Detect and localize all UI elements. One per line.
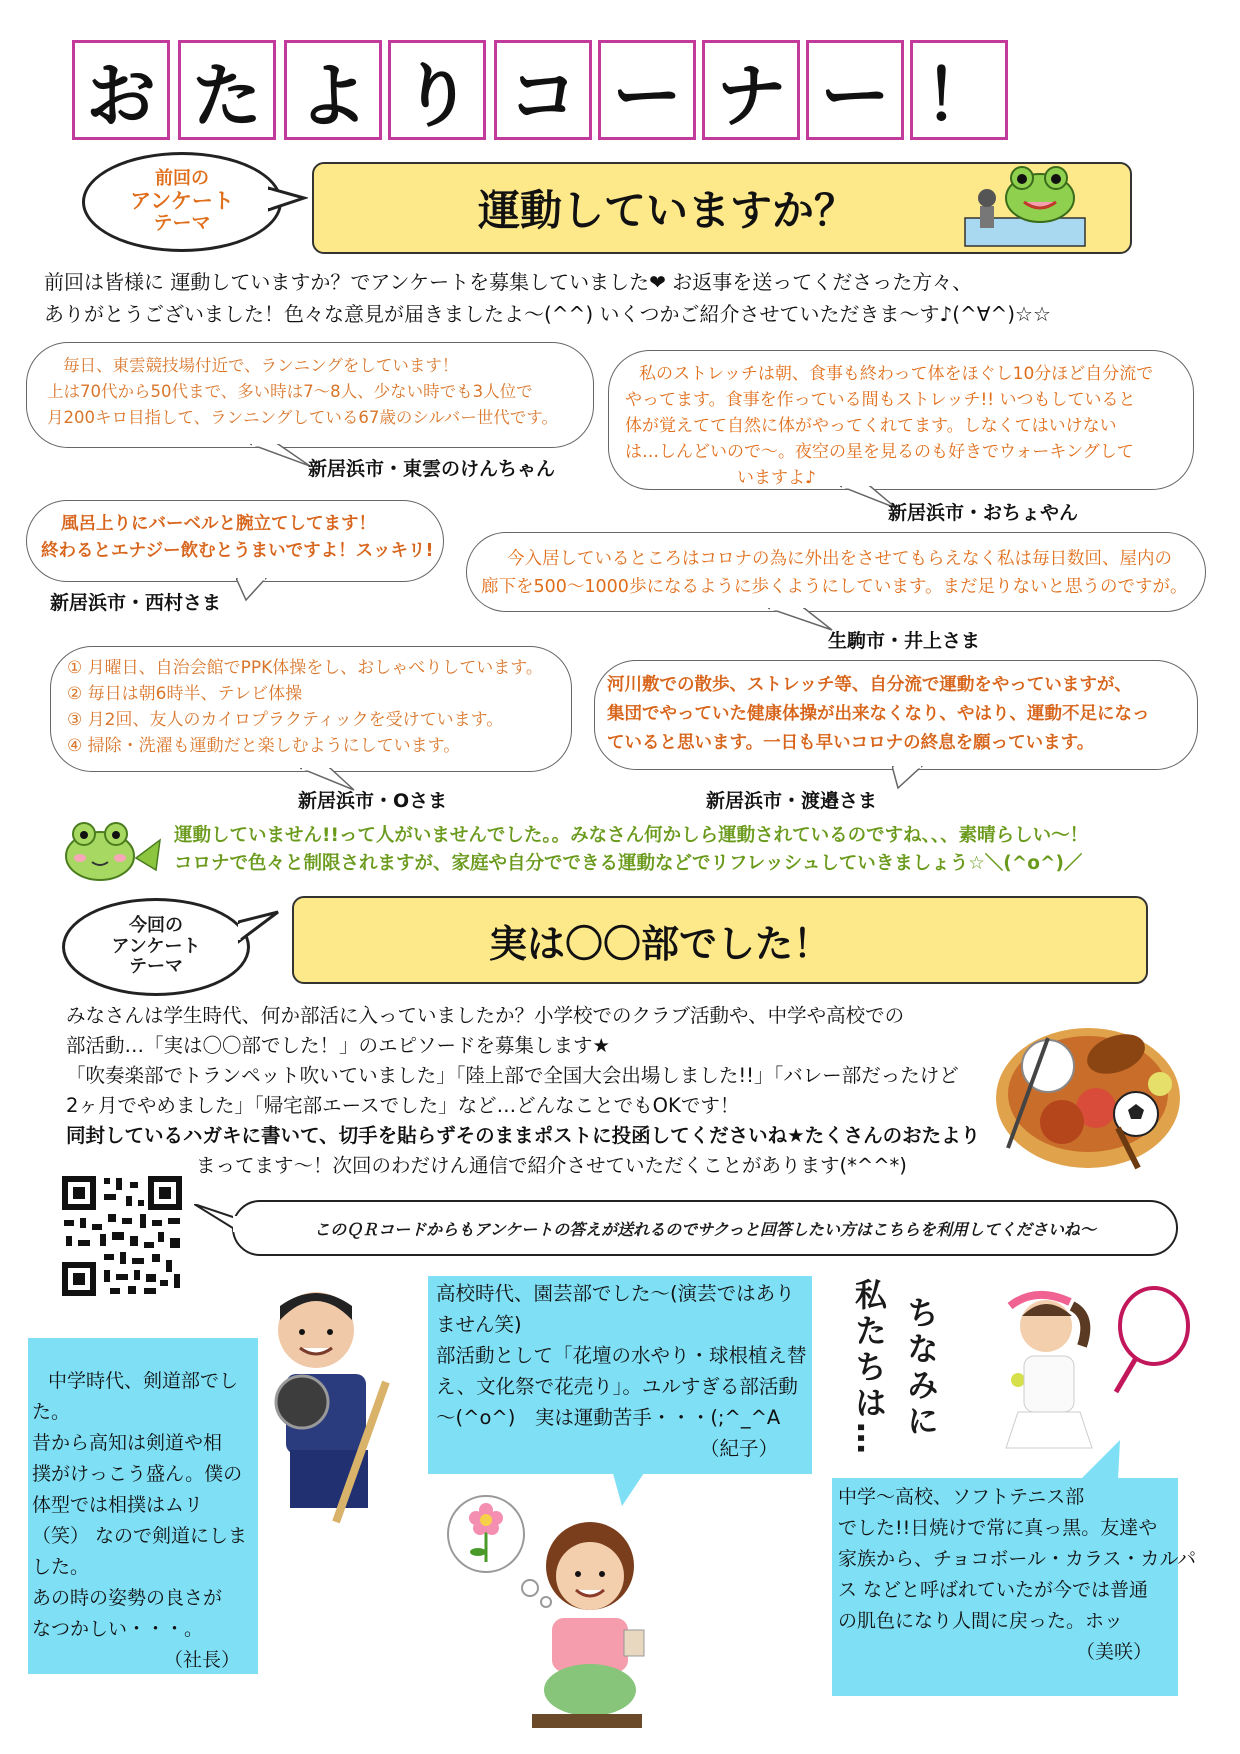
this-theme-label-line: アンケート: [111, 935, 201, 957]
announce-line: 部活動…「実は〇〇部でした！」のエピソードを募集します★: [66, 1034, 610, 1057]
staff-box: [428, 1276, 812, 1474]
staff-line: ません笑): [436, 1313, 522, 1336]
response-line: 今入居しているところはコロナの為に外出をさせてもらえなく私は毎日数回、屋内の: [507, 549, 1172, 569]
response-name: 新居浜市・渡邉さま: [706, 790, 878, 812]
intro-line: ありがとうございました！色々な意見が届きましたよ～(^^) いくつかご紹介させていただきま～す♪(^∀^)☆☆: [44, 302, 1051, 326]
response-line: いますよ♪: [737, 468, 816, 488]
title-char: り: [388, 40, 486, 140]
this-theme-text: 実は〇〇部でした！: [488, 921, 831, 966]
staff-line: 昔から高知は剣道や相: [32, 1432, 223, 1454]
staff-line: （笑） なので剣道にしま: [32, 1525, 248, 1547]
announce-line: 同封しているハガキに書いて、切手を貼らずそのままポストに投函してくださいね★たくさんのおたより: [66, 1124, 981, 1147]
staff-sign: （紀子）: [700, 1437, 779, 1460]
title-char: よ: [284, 40, 382, 140]
response-name: 新居浜市・おちょやん: [888, 502, 1079, 524]
staff-box: [28, 1338, 258, 1674]
response-line: ② 毎日は朝6時半、テレビ体操: [67, 684, 303, 704]
response-bubble: [608, 350, 1194, 490]
response-line: 月200キロ目指して、ランニングしている67歳のシルバー世代です。: [47, 408, 558, 427]
frog-small-icon: [62, 818, 168, 884]
response-name: 新居浜市・東雲のけんちゃん: [308, 458, 556, 480]
intro-line: 前回は皆様に 運動していますか？でアンケートを募集していました❤ お返事を送ってくださった方々、: [44, 270, 973, 294]
response-line: やってます。食事を作っている間もストレッチ!! いつもしていると: [625, 390, 1136, 410]
bubble-tail: [236, 578, 286, 602]
speech-tail: [1060, 1440, 1120, 1480]
frog-comment-line: コロナで色々と制限されますが、家庭や自分でできる運動などでリフレッシュしていきましょう☆＼(^o^)／: [174, 853, 1083, 874]
announce-line: 「吹奏楽部でトランペット吹いていました」「陸上部で全国大会出場しました!!」「バレー部だったけど: [66, 1064, 959, 1087]
staff-line: 家族から、チョコボール・カラス・カルパ: [838, 1548, 1197, 1570]
announce-line: 2ヶ月でやめました」「帰宅部エースでした」など…どんなことでもOKです！: [66, 1094, 740, 1117]
prev-theme-label: [82, 152, 282, 252]
callout-tail: [194, 1204, 240, 1234]
response-line: 上は70代から50代まで、多い時は7～8人、少ない時でも3人位で: [47, 382, 533, 401]
staff-line: た。: [32, 1401, 71, 1423]
title-char: た: [178, 40, 276, 140]
response-line: 廊下を500～1000歩になるように歩くようにしています。まだ足りないと思うのですが。: [481, 577, 1188, 597]
this-theme-box: [292, 896, 1148, 984]
title-char: ナ: [702, 40, 800, 140]
response-line: ① 月曜日、自治会館でPPK体操をし、おしゃべりしています。: [67, 658, 543, 678]
this-theme-label-line: テーマ: [129, 956, 183, 978]
prev-theme-text: 運動していますか？: [477, 186, 856, 235]
staff-sign: （社長）: [164, 1649, 241, 1671]
staff-line: あの時の姿勢の良さが: [32, 1587, 223, 1609]
frog-mascot-icon: [960, 166, 1090, 250]
staff-line: ス などと呼ばれていたが今では普通: [838, 1579, 1149, 1601]
response-line: 私のストレッチは朝、食事も終わって体をほぐし10分ほど自分流で: [639, 364, 1154, 384]
response-line: 終わるとエナジー飲むとうまいですよ！スッキリ!: [41, 541, 434, 561]
staff-line: ～(^o^) 実は運動苦手・・・(;^_^A: [436, 1406, 781, 1429]
response-name: 新居浜市・西村さま: [50, 592, 222, 614]
qr-callout: [232, 1200, 1178, 1256]
staff-box: [832, 1478, 1197, 1696]
title-char: ー: [598, 40, 696, 140]
gardening-person-illustration: [524, 1502, 654, 1734]
oval-pointer: [238, 908, 284, 948]
response-line: 河川敷での散歩、ストレッチ等、自分流で運動をやっていますが、: [607, 675, 1132, 695]
announce-line: まってます～！次回のわだけん通信で紹介させていただくことがあります(*^^*): [196, 1154, 907, 1177]
staff-line: え、文化祭で花売り」。ユルすぎる部活動: [436, 1375, 798, 1398]
staff-line: 部活動として「花壇の水やり・球根植え替: [436, 1344, 807, 1367]
response-name: 生駒市・井上さま: [828, 630, 981, 652]
response-bubble: [466, 532, 1206, 612]
title-char: ー: [806, 40, 904, 140]
sports-balls-icon: [988, 998, 1188, 1178]
this-theme-label-line: 今回の: [129, 914, 183, 936]
qr-code-icon: [60, 1174, 184, 1298]
title-char: ！: [910, 40, 1008, 140]
staff-sign: （美咲）: [1076, 1641, 1153, 1663]
oval-pointer: [268, 180, 308, 220]
prev-theme-label-line: 前回の: [155, 167, 209, 189]
staff-line: でした!!日焼けで常に真っ黒。友達や: [838, 1517, 1158, 1539]
prev-theme-label-line: テーマ: [153, 212, 211, 235]
response-line: 風呂上りにバーベルと腕立てしてます！: [61, 514, 376, 534]
response-line: は…しんどいので～。夜空の星を見るのも好きでウォーキングして: [625, 442, 1134, 462]
response-line: 毎日、東雲競技場付近で、ランニングをしています！: [63, 356, 459, 375]
vertical-heading: ちなみに: [902, 1296, 940, 1440]
bubble-tail: [250, 444, 310, 470]
title-char: お: [72, 40, 170, 140]
staff-line: なつかしい・・・。: [32, 1618, 204, 1640]
qr-note-text: このＱＲコードからもアンケートの答えが送れるのでサクっと回答したい方はこちらを利用してくださいね～: [314, 1219, 1096, 1239]
vertical-heading: 私たちは…: [850, 1278, 888, 1458]
staff-line: 体型では相撲はムリ: [32, 1494, 204, 1516]
staff-line: した。: [32, 1556, 90, 1578]
response-line: 体が覚えてて自然に体がやってくれてます。しなくてはいけない: [625, 416, 1117, 436]
staff-line: 中学～高校、ソフトテニス部: [838, 1486, 1085, 1508]
staff-line: 中学時代、剣道部でし: [48, 1370, 239, 1392]
this-theme-label: [62, 898, 250, 996]
response-line: 集団でやっていた健康体操が出来なくなり、やはり、運動不足になっ: [607, 704, 1150, 724]
response-name: 新居浜市・Oさま: [298, 790, 448, 812]
staff-line: 撲がけっこう盛ん。僕の: [32, 1463, 243, 1485]
response-bubble: [50, 646, 572, 772]
response-line: ③ 月2回、友人のカイロプラクティックを受けています。: [67, 710, 504, 730]
response-bubble: [26, 342, 594, 448]
staff-line: の肌色になり人間に戻った。ホッ: [838, 1610, 1124, 1632]
staff-line: 高校時代、園芸部でした～(演芸ではあり: [436, 1282, 795, 1305]
response-line: ていると思います。一日も早いコロナの終息を願っています。: [607, 733, 1095, 753]
announce-line: みなさんは学生時代、何か部活に入っていましたか？小学校でのクラブ活動や、中学や高校での: [66, 1004, 905, 1027]
bubble-tail: [892, 766, 952, 792]
response-line: ④ 掃除・洗濯も運動だと楽しむようにしています。: [67, 736, 461, 756]
prev-theme-label-line: アンケート: [130, 189, 234, 214]
title-char: コ: [494, 40, 592, 140]
kendo-person-illustration: [256, 1282, 406, 1526]
response-bubble: [26, 500, 444, 582]
frog-comment-line: 運動していません!!って人がいませんでした。。みなさん何かしら運動されているのですね、、、素晴らしい～！: [174, 825, 1089, 846]
response-bubble: [594, 660, 1198, 770]
